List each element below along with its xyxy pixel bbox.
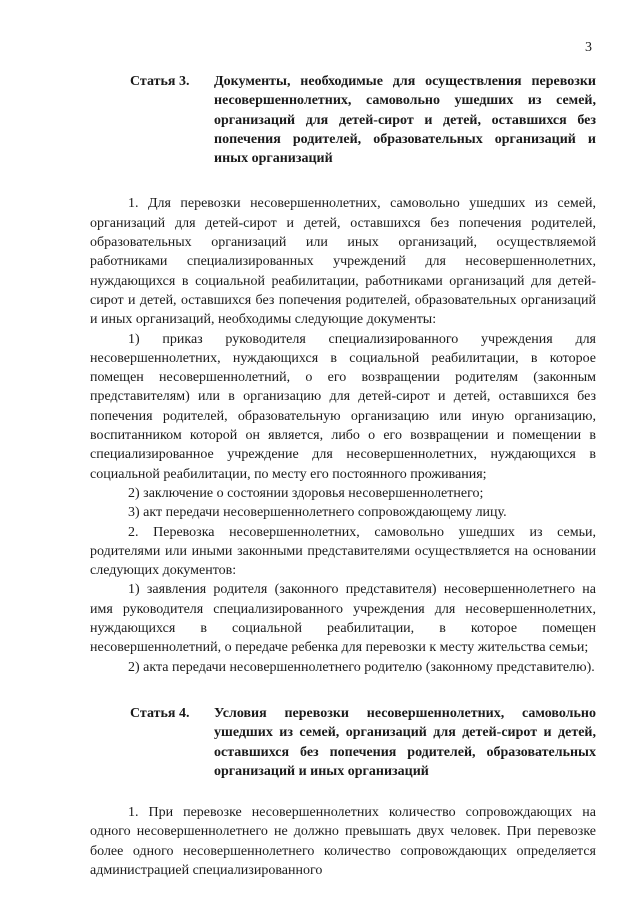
document-body bbox=[90, 72, 596, 880]
paragraph: 2) акта передачи несовершеннолетнего родителю (законному представителю). bbox=[128, 659, 595, 675]
article-3-text bbox=[90, 194, 596, 676]
article-3-heading bbox=[130, 72, 596, 168]
paragraph: 3) акт передачи несовершеннолетнего сопровождающему лицу. bbox=[128, 505, 507, 521]
article-4-heading bbox=[130, 704, 596, 781]
page-number: 3 bbox=[585, 40, 592, 55]
article-4-label: Статья 4. bbox=[130, 705, 190, 721]
article-4-text bbox=[90, 803, 596, 880]
paragraph: 1) заявления родителя (законного представителя) несовершеннолетнего на имя руководителя специализированного учреждения для несовершеннолетних, нуждающихся в социальной реабилитации, в которое помещен несовершеннолетний, о передаче ребенка для перевозки к месту жительства семьи; bbox=[90, 582, 596, 656]
paragraph: 1) приказ руководителя специализированного учреждения для несовершеннолетних, нуждающихся в социальной реабилитации, в которое помещен несовершеннолетний, о его возвращении родителям (законным представителям) или в организацию для детей-сирот и детей, оставшихся без попечения родителей, образовательную организацию или иную организацию, воспитанником которой он является, либо о его возвращении и помещении в специализированное учреждение для несовершеннолетних, нуждающихся в социальной реабилитации, по месту его постоянного проживания; bbox=[90, 331, 596, 482]
paragraph: 2. Перевозка несовершеннолетних, самовольно ушедших из семьи, родителями или иными законными представителями осуществляется на основании следующих документов: bbox=[90, 524, 596, 579]
paragraph: 2) заключение о состоянии здоровья несовершеннолетнего; bbox=[128, 485, 484, 501]
article-3-label: Статья 3. bbox=[130, 74, 190, 89]
paragraph: 1. Для перевозки несовершеннолетних, самовольно ушедших из семей, организаций для детей-сирот и детей, оставшихся без попечения родителей, образовательных организаций или иных организаций, осуществляемой работниками специализированных учреждений для несовершеннолетних, нуждающихся в социальной реабилитации, работниками организаций для детей-сирот и детей, оставшихся без попечения родителей, образовательных организаций и иных организаций, необходимы следующие документы: bbox=[90, 196, 596, 328]
article-4-title: Условия перевозки несовершеннолетних, самовольно ушедших из семей, организаций для детей-сирот и детей, оставшихся без попечения родителей, образовательных организаций и иных организаций bbox=[214, 705, 596, 779]
paragraph: 1. При перевозке несовершеннолетних количество сопровождающих на одного несовершеннолетнего не должно превышать двух человек. При перевозке более одного несовершеннолетнего количество сопровождающих определяется администрацией специализированного bbox=[90, 805, 596, 878]
article-3-title: Документы, необходимые для осуществления перевозки несовершеннолетних, самовольно ушедших из семей, организаций для детей-сирот и детей, оставшихся без попечения родителей, образовательных организаций и иных организаций bbox=[214, 74, 596, 167]
